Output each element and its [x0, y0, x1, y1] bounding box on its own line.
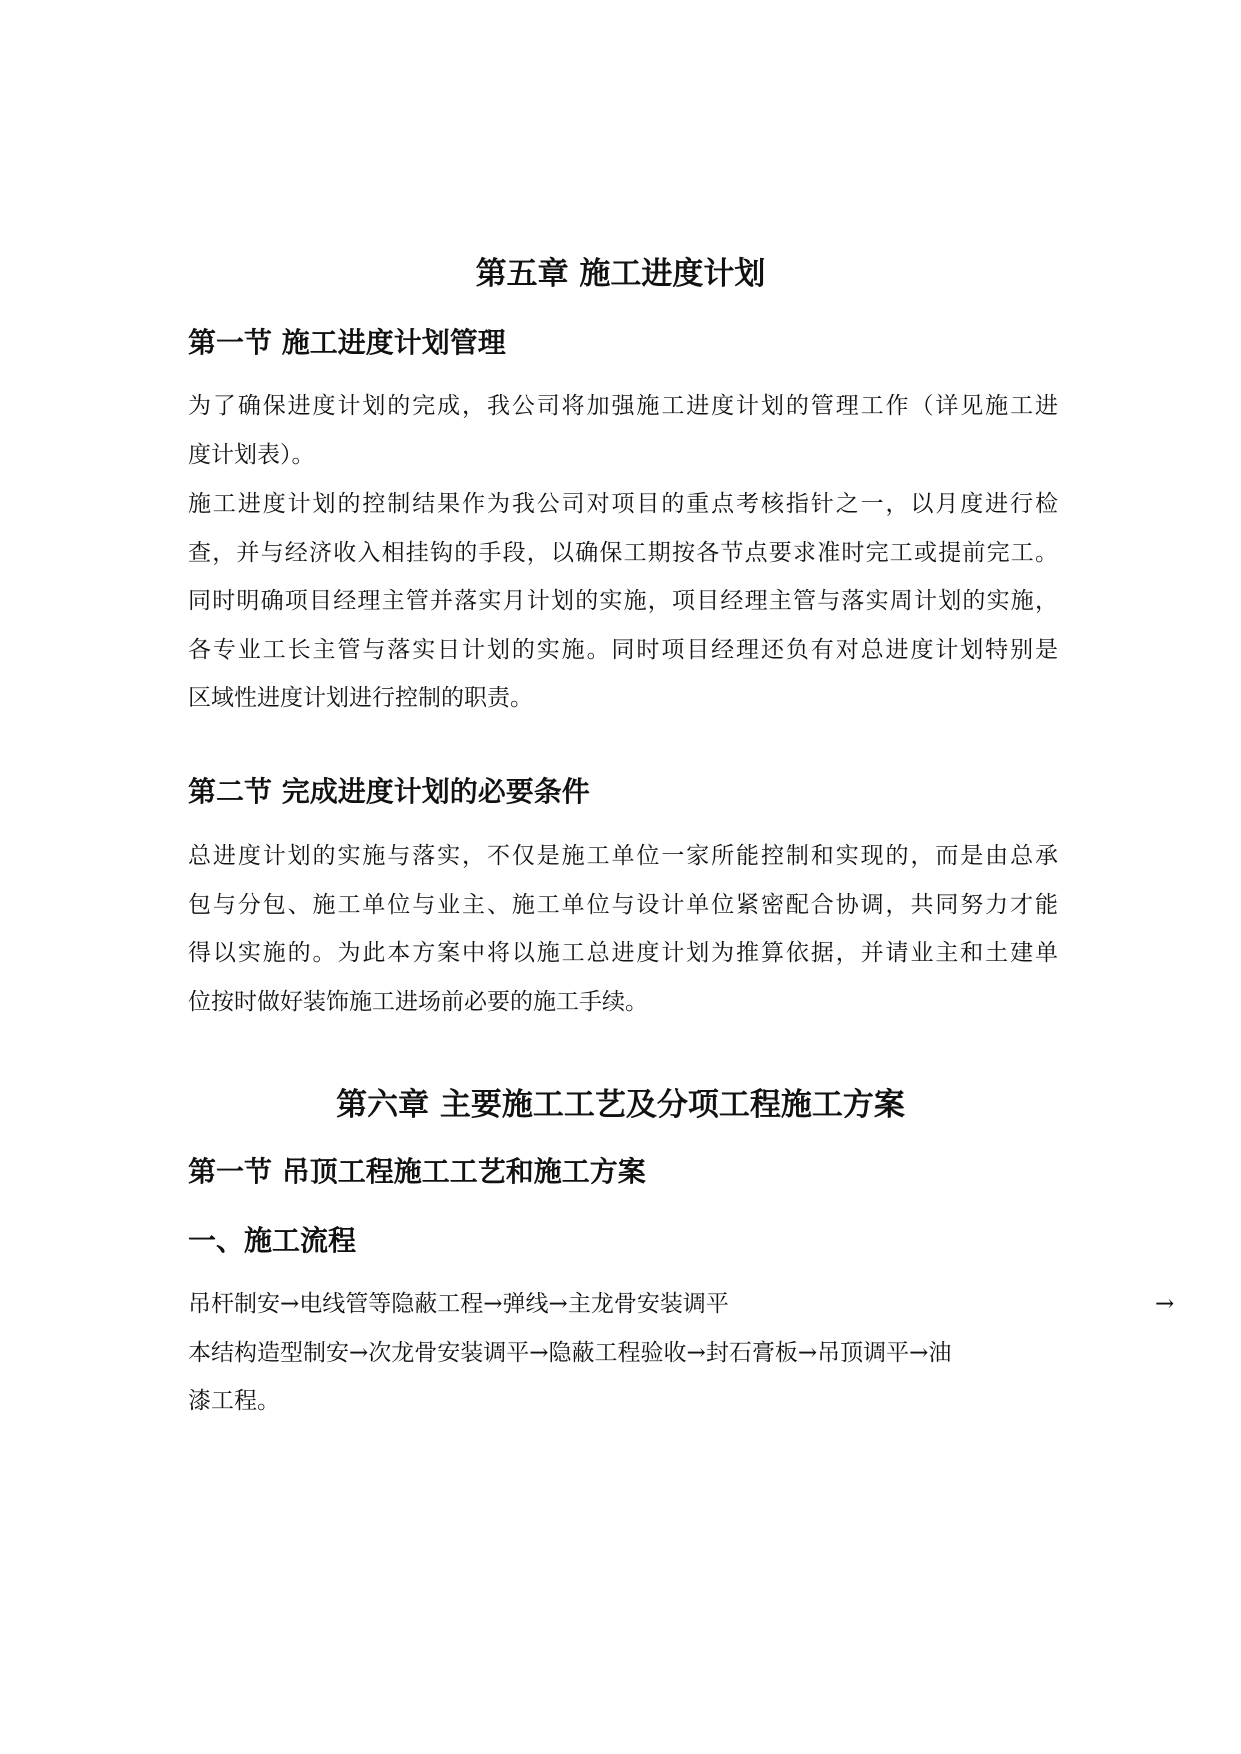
chapter-5-section-1-paragraph-1 [188, 382, 1058, 479]
flow-arrow-icon: → [1155, 1291, 1175, 1317]
paragraph-line: 位按时做好装饰施工进场前必要的施工手续。 [188, 988, 648, 1015]
construction-flow-text [188, 1280, 1058, 1426]
chapter-6-title: 第六章 主要施工工艺及分项工程施工方案 [336, 1087, 905, 1123]
paragraph-line: 区域性进度计划进行控制的职责。 [188, 685, 533, 711]
chapter-5-section-2-paragraph-1 [188, 832, 1058, 1026]
flow-line: 漆工程。 [188, 1388, 280, 1414]
chapter-6-subsection-1-title: 一、施工流程 [188, 1224, 357, 1257]
paragraph-line: 为了确保进度计划的完成，我公司将加强施工进度计划的管理工作（详见施工进 [188, 393, 1058, 419]
paragraph-line: 包与分包、施工单位与业主、施工单位与设计单位紧密配合协调，共同努力才能 [188, 891, 1058, 918]
flow-line: 本结构造型制安→次龙骨安装调平→隐蔽工程验收→封石膏板→吊顶调平→油 [188, 1339, 952, 1366]
paragraph-line: 施工进度计划的控制结果作为我公司对项目的重点考核指针之一，以月度进行检 [188, 491, 1058, 517]
chapter-6-section-1-title: 第一节 吊顶工程施工工艺和施工方案 [188, 1155, 646, 1188]
flow-line: 吊杆制安→电线管等隐蔽工程→弹线→主龙骨安装调平 [188, 1291, 729, 1317]
paragraph-line: 度计划表）。 [188, 441, 315, 468]
paragraph-line: 同时明确项目经理主管并落实月计划的实施，项目经理主管与落实周计划的实施， [188, 588, 1058, 614]
chapter-5-section-1-title: 第一节 施工进度计划管理 [188, 326, 506, 359]
chapter-5-title: 第五章 施工进度计划 [475, 256, 766, 292]
paragraph-line: 各专业工长主管与落实日计划的实施。同时项目经理还负有对总进度计划特别是 [188, 636, 1058, 663]
paragraph-line: 总进度计划的实施与落实，不仅是施工单位一家所能控制和实现的，而是由总承 [188, 843, 1058, 869]
chapter-5-section-1-paragraph-2 [188, 480, 1058, 723]
chapter-5-section-2-title: 第二节 完成进度计划的必要条件 [188, 775, 590, 808]
paragraph-line: 查，并与经济收入相挂钩的手段，以确保工期按各节点要求准时完工或提前完工。 [188, 539, 1058, 566]
paragraph-line: 得以实施的。为此本方案中将以施工总进度计划为推算依据，并请业主和土建单 [188, 940, 1058, 966]
